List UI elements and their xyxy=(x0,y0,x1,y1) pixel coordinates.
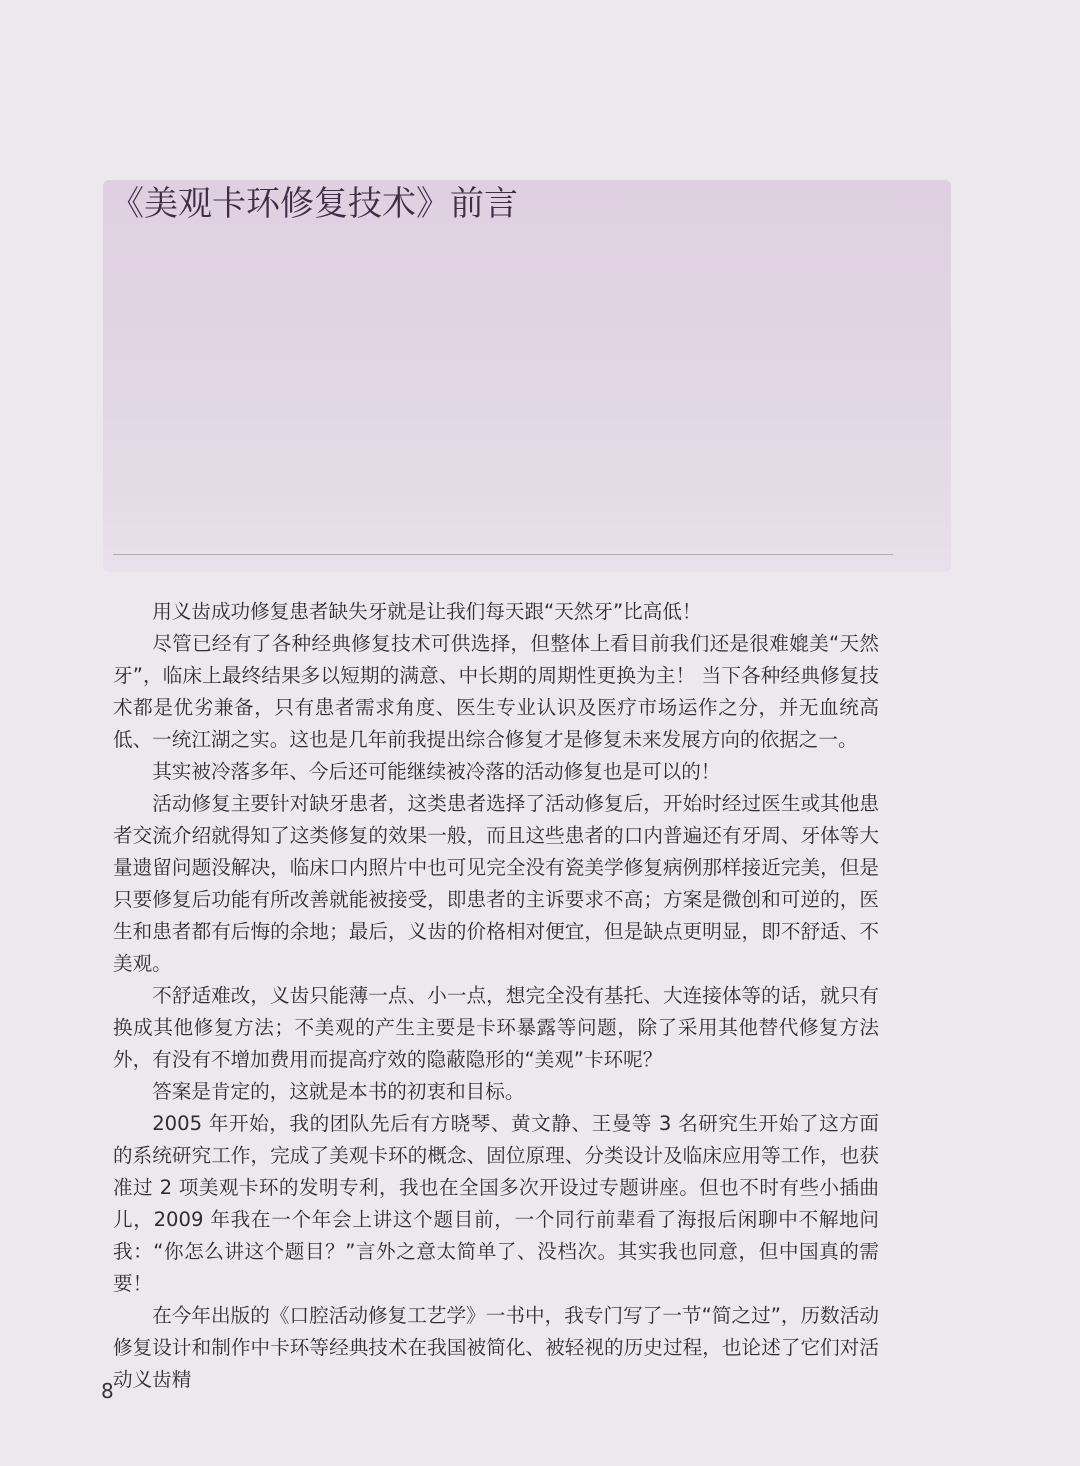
paragraph: 答案是肯定的，这就是本书的初衷和目标。 xyxy=(152,1080,525,1103)
title-panel xyxy=(103,180,951,572)
paragraph: 不舒适难改，义齿只能薄一点、小一点，想完全没有基托、大连接体等的话，就只有换成其他修复方法；不美观的产生主要是卡环暴露等问题，除了采用其他替代修复方法外，有没有不增加费用而提高疗效的隐蔽隐形的“美观”卡环呢？ xyxy=(113,984,879,1071)
paragraph: 尽管已经有了各种经典修复技术可供选择，但整体上看目前我们还是很难媲美“天然牙”，临床上最终结果多以短期的满意、中长期的周期性更换为主！ 当下各种经典修复技术都是优劣兼备，只有患者需求角度、医生专业认识及医疗市场运作之分，并无血统高低、一统江湖之实。这也是几年前我提出综合修复才是修复未来发展方向的依据之一。 xyxy=(113,632,879,751)
paragraph: 在今年出版的《口腔活动修复工艺学》一书中，我专门写了一节“简之过”，历数活动修复设计和制作中卡环等经典技术在我国被简化、被轻视的历史过程，也论述了它们对活动义齿精 xyxy=(113,1304,879,1391)
title-divider xyxy=(113,554,893,555)
paragraph: 活动修复主要针对缺牙患者，这类患者选择了活动修复后，开始时经过医生或其他患者交流介绍就得知了这类修复的效果一般，而且这些患者的口内普遍还有牙周、牙体等大量遗留问题没解决，临床口内照片中也可见完全没有瓷美学修复病例那样接近完美，但是只要修复后功能有所改善就能被接受，即患者的主诉要求不高；方案是微创和可逆的，医生和患者都有后悔的余地；最后，义齿的价格相对便宜，但是缺点更明显，即不舒适、不美观。 xyxy=(113,792,879,975)
page-title: 《美观卡环修复技术》前言 xyxy=(110,184,518,224)
body-text xyxy=(113,596,879,1396)
paragraph: 用义齿成功修复患者缺失牙就是让我们每天跟“天然牙”比高低！ xyxy=(152,600,702,623)
page-number: 8 xyxy=(101,1379,114,1403)
paragraph: 2005 年开始，我的团队先后有方晓琴、黄文静、王曼等 3 名研究生开始了这方面的系统研究工作，完成了美观卡环的概念、固位原理、分类设计及临床应用等工作，也获准过 2 项美观卡环的发明专利，我也在全国多次开设过专题讲座。但也不时有些小插曲儿，2009 年我在一个年会上讲这个题目前，一个同行前辈看了海报后闲聊中不解地问我：“你怎么讲这个题目？”言外之意太简单了、没档次。其实我也同意，但中国真的需要！ xyxy=(113,1112,879,1295)
paragraph: 其实被冷落多年、今后还可能继续被冷落的活动修复也是可以的！ xyxy=(152,760,721,783)
